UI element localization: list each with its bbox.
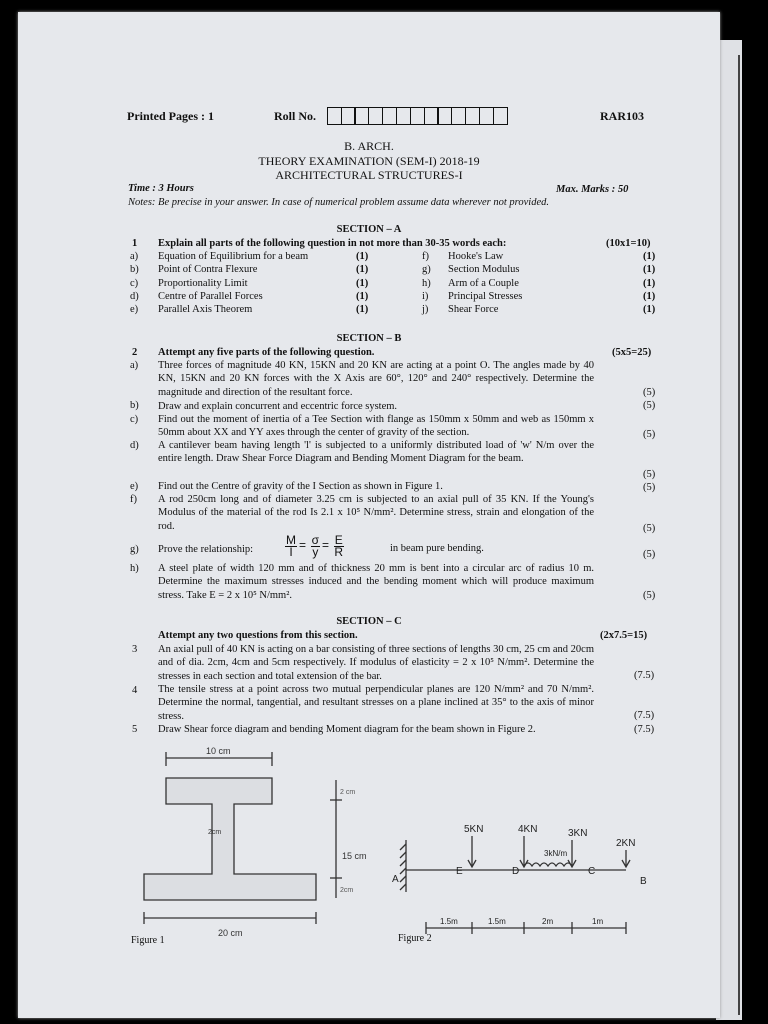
q2a-text: Three forces of magnitude 40 KN, 15KN and 20 KN are acting at a point O. The angles made by 40 KN, 15KN and 20 KN forces with the X Axis are 60°, 120° and 240° respectively. Determine the magnitude and direction of the resultant force. — [158, 360, 594, 398]
q2g-prefix: Prove the relationship: — [158, 544, 254, 555]
q5-number: 5 — [132, 724, 138, 735]
q3-text: An axial pull of 40 KN is acting on a bar consisting of three sections of lengths 30 cm, 25 cm and 20cm and of dia. 2cm, 4cm and 5cm respectively. If modulus of elasticity = 2 x 10⁵ N/mm². Determine the stresses in each section and total extension of the bar. — [158, 644, 594, 682]
q1-item-marks: (1) — [356, 277, 369, 289]
q3-number: 3 — [132, 644, 138, 655]
figure-2-caption: Figure 2 — [398, 933, 432, 944]
q1-marks: (10x1=10) — [606, 238, 651, 249]
q1-item-text: Proportionality Limit — [158, 277, 248, 289]
q2a-label: a) — [130, 360, 139, 371]
figure-1-caption: Figure 1 — [131, 935, 165, 946]
point-c: C — [588, 866, 596, 877]
q1-item-text: Shear Force — [448, 304, 499, 316]
q2e-marks: (5) — [643, 482, 656, 493]
roll-no-box — [410, 107, 425, 125]
q1-item-text: Arm of a Couple — [448, 277, 519, 289]
fig1-web-thickness: 2cm — [208, 829, 222, 836]
q1-item-text: Hooke's Law — [448, 251, 504, 262]
m-over-i: $\frac{M}{I}$ — [286, 533, 296, 560]
printed-pages: Printed Pages : 1 — [127, 109, 214, 123]
roll-no-box — [424, 107, 439, 125]
q1-item-marks: (1) — [643, 277, 656, 289]
notes: Notes: Be precise in your answer. In case of numerical problem assume data wherever not provided. — [128, 197, 549, 208]
roll-no-box — [354, 107, 369, 125]
q3-marks: (7.5) — [634, 670, 655, 681]
q2g-formula: $\frac{M}{I}$ = $\frac{\sigma}{y}$ = $\frac{E}{R}$ — [286, 533, 344, 560]
q1-item-text: Parallel Axis Theorem — [158, 304, 253, 316]
q1-item-marks: (1) — [643, 264, 656, 276]
point-e: E — [456, 866, 463, 877]
subject-title: ARCHITECTURAL STRUCTURES-I — [275, 168, 463, 182]
q1-item-marks: (1) — [356, 304, 369, 316]
q2b-marks: (5) — [643, 400, 656, 411]
exam-title: THEORY EXAMINATION (SEM-I) 2018-19 — [258, 154, 480, 168]
roll-no-box — [451, 107, 466, 125]
q1-item-marks: (1) — [356, 264, 369, 276]
udl-label: 3kN/m — [544, 849, 568, 858]
section-c-heading: SECTION – C — [336, 616, 402, 627]
q1-number: 1 — [132, 238, 138, 249]
q2f-marks: (5) — [643, 523, 656, 534]
q2-marks: (5x5=25) — [612, 347, 652, 358]
q2a-marks: (5) — [643, 387, 656, 398]
q1-item-label: b) — [130, 264, 139, 276]
q2h-text: A steel plate of width 120 mm and of thickness 20 mm is bent into a circular arc of radius 10 m. Determine the maximum stresses induced and the bending moment which will produce maximum stress. Take E = 2 x 10⁵ N/mm². — [158, 563, 594, 601]
q4-text: The tensile stress at a point across two mutual perpendicular planes are 120 N/mm² and 70 N/mm². Determine the normal, tangential, and resultant stresses on a plane inclined at 35° to the axis of minor stress. — [158, 684, 594, 722]
q1-item-marks: (1) — [643, 251, 656, 262]
span-2: 1.5m — [488, 917, 506, 926]
load-2kn: 2KN — [616, 838, 636, 849]
q1-item-label: d) — [130, 290, 139, 302]
q2d-label: d) — [130, 440, 139, 451]
q2-number: 2 — [132, 347, 138, 358]
fig1-bottom-thickness: 2cm — [340, 887, 354, 894]
section-c-instruction: Attempt any two questions from this section. — [158, 630, 358, 641]
fig1-web-height: 15 cm — [342, 851, 367, 861]
q1-item-label: i) — [422, 290, 429, 302]
max-marks: Max. Marks : 50 — [556, 184, 629, 195]
q1-item-label: h) — [422, 277, 431, 289]
roll-no-box — [368, 107, 383, 125]
time-allowed: Time : 3 Hours — [128, 183, 194, 194]
q1-item-label: a) — [130, 251, 139, 262]
q1-item-label: e) — [130, 304, 139, 316]
q5-marks: (7.5) — [634, 724, 655, 735]
fig1-top-width: 10 cm — [206, 746, 231, 756]
roll-no-box — [396, 107, 411, 125]
q5-text: Draw Shear force diagram and bending Moment diagram for the beam shown in Figure 2. — [158, 724, 536, 735]
q2b-label: b) — [130, 400, 139, 411]
q2b-text: Draw and explain concurrent and eccentric force system. — [158, 401, 398, 412]
q2c-label: c) — [130, 414, 139, 425]
q2g-label: g) — [130, 544, 139, 555]
paper-code: RAR103 — [600, 109, 644, 123]
roll-no-box — [327, 107, 342, 125]
span-1: 1.5m — [440, 917, 458, 926]
q2c-marks: (5) — [643, 429, 656, 440]
roll-no-box — [437, 107, 452, 125]
roll-no-label: Roll No. — [274, 109, 316, 123]
roll-no-box — [479, 107, 494, 125]
section-b-heading: SECTION – B — [336, 333, 402, 344]
section-c-marks: (2x7.5=15) — [600, 630, 648, 641]
section-a-heading: SECTION – A — [336, 224, 402, 235]
q2f-text: A rod 250cm long and of diameter 3.25 cm is subjected to an axial pull of 35 KN. If the Young's Modulus of the material of the rod Is 2.1 x 10⁵ N/mm². Determine stress, strain and elongation of the rod. — [158, 494, 594, 532]
load-5kn: 5KN — [464, 824, 484, 835]
q4-number: 4 — [132, 685, 138, 696]
q1-item-marks: (1) — [356, 251, 369, 262]
q1-item-text: Principal Stresses — [448, 290, 523, 302]
q4-marks: (7.5) — [634, 710, 655, 721]
point-a: A — [392, 874, 399, 885]
q1-instruction: Explain all parts of the following question in not more than 30-35 words each: — [158, 238, 507, 249]
figure-1-i-section — [126, 742, 376, 942]
roll-no-box — [382, 107, 397, 125]
q1-item-text: Centre of Parallel Forces — [158, 290, 263, 302]
q2-instruction: Attempt any five parts of the following question. — [158, 347, 375, 358]
q1-item-marks: (1) — [643, 304, 656, 316]
q2c-text: Find out the moment of inertia of a Tee Section with flange as 150mm x 50mm and web as 150mm x 50mm about XX and YY axes through the center of gravity of the section. — [158, 414, 594, 439]
q2g-marks: (5) — [643, 549, 656, 560]
exam-paper — [18, 12, 720, 1018]
degree-title: B. ARCH. — [344, 139, 394, 153]
q2d-marks: (5) — [643, 469, 656, 480]
paper-edge-line — [738, 55, 740, 1015]
q2f-label: f) — [130, 494, 137, 505]
fig1-top-thickness: 2 cm — [340, 789, 356, 796]
q2h-marks: (5) — [643, 590, 656, 601]
point-d: D — [512, 866, 520, 877]
span-3: 2m — [542, 917, 554, 926]
span-4: 1m — [592, 917, 604, 926]
q1-item-label: j) — [422, 304, 429, 316]
q1-item-marks: (1) — [643, 290, 656, 302]
q1-item-label: f) — [422, 251, 429, 262]
roll-no-boxes — [328, 107, 508, 125]
roll-no-box — [341, 107, 356, 125]
roll-no-box — [465, 107, 480, 125]
q1-item-label: c) — [130, 277, 139, 289]
q1-item-text: Point of Contra Flexure — [158, 264, 258, 276]
q1-item-label: g) — [422, 264, 431, 276]
roll-no-box — [493, 107, 508, 125]
q2e-label: e) — [130, 481, 139, 492]
q2d-text: A cantilever beam having length 'l' is subjected to a uniformly distributed load of 'w' N/m over the entire length. Draw Shear Force Diagram and Bending Moment Diagram for the beam. — [158, 440, 594, 465]
q1-item-text: Equation of Equilibrium for a beam — [158, 251, 309, 262]
q2g-suffix: in beam pure bending. — [390, 543, 484, 554]
q1-item-text: Section Modulus — [448, 264, 520, 276]
point-b: B — [640, 876, 647, 887]
q1-item-marks: (1) — [356, 290, 369, 302]
q2e-text: Find out the Centre of gravity of the I Section as shown in Figure 1. — [158, 481, 443, 492]
sigma-over-y: $\frac{\sigma}{y}$ — [311, 533, 320, 560]
figure-2-beam — [376, 810, 647, 940]
load-4kn: 4KN — [518, 824, 538, 835]
load-3kn: 3KN — [568, 828, 588, 839]
fig1-bottom-width: 20 cm — [218, 928, 243, 938]
q2h-label: h) — [130, 563, 139, 574]
e-over-r: $\frac{E}{R}$ — [334, 533, 344, 560]
